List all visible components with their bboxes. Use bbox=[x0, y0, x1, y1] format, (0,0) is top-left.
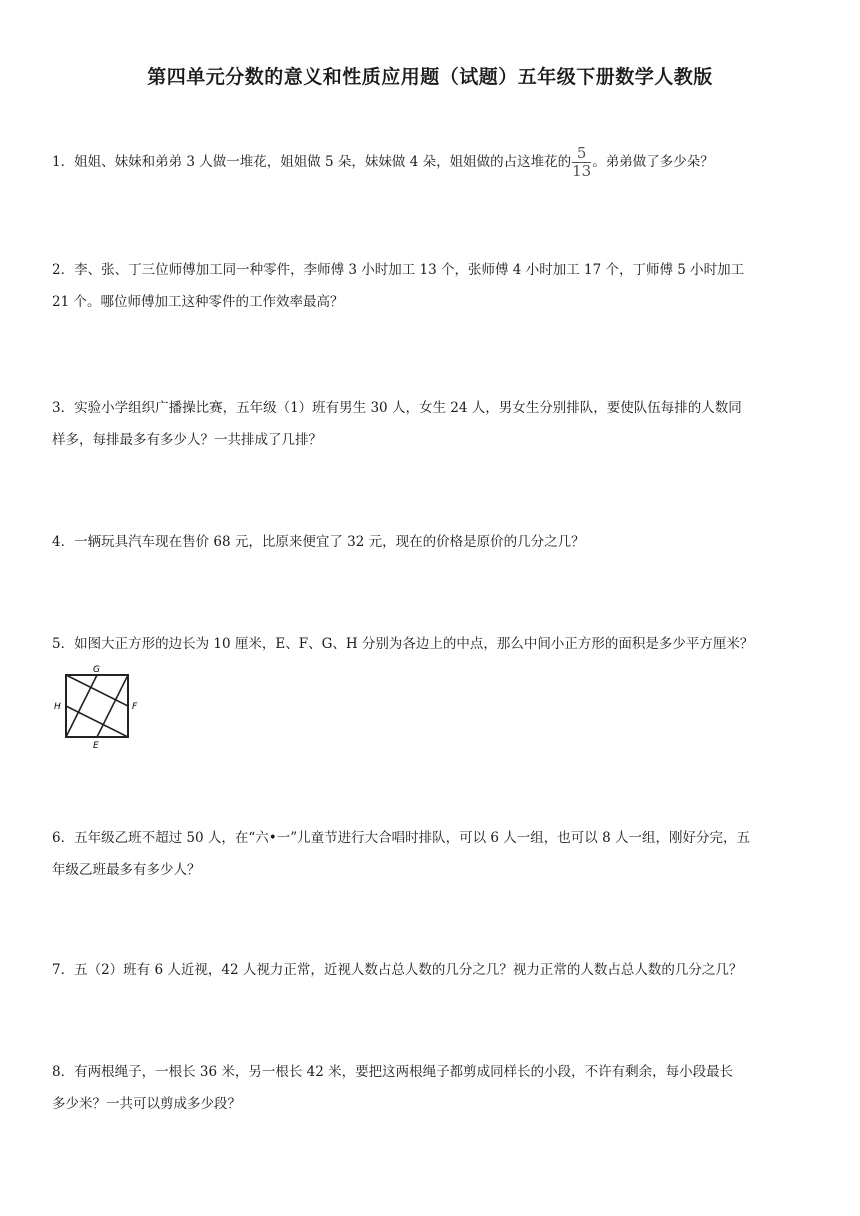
question-1 bbox=[52, 146, 812, 179]
segment-e bbox=[97, 675, 128, 737]
segment-h bbox=[66, 706, 128, 737]
segment-f bbox=[66, 675, 128, 706]
question-2-line-2: 21 个。哪位师傅加工这种零件的工作效率最高？ bbox=[52, 294, 344, 310]
question-8-line-1: 8．有两根绳子，一根长 36 米，另一根长 42 米，要把这两根绳子都剪成同样长的小段，不许有剩余，每小段最长 bbox=[52, 1064, 734, 1080]
outer-square bbox=[66, 675, 128, 737]
fraction-numerator: 5 bbox=[576, 144, 587, 162]
question-4 bbox=[52, 526, 812, 558]
question-2 bbox=[52, 254, 812, 318]
label-f: F bbox=[132, 702, 138, 712]
label-g: G bbox=[93, 665, 100, 675]
question-7 bbox=[52, 954, 812, 986]
label-h: H bbox=[54, 702, 61, 712]
question-4-line-1: 4．一辆玩具汽车现在售价 68 元，比原来便宜了 32 元，现在的价格是原价的几分之几？ bbox=[52, 534, 585, 550]
square-figure bbox=[52, 662, 142, 752]
question-1-text-after: 。弟弟做了多少朵？ bbox=[592, 154, 714, 170]
question-2-line-1: 2．李、张、丁三位师傅加工同一种零件，李师傅 3 小时加工 13 个，张师傅 4 小时加工 17 个，丁师傅 5 小时加工 bbox=[52, 262, 745, 278]
question-6 bbox=[52, 822, 812, 886]
question-8-line-2: 多少米？一共可以剪成多少段？ bbox=[52, 1096, 241, 1112]
question-5 bbox=[52, 628, 812, 660]
question-3-line-1: 3．实验小学组织广播操比赛，五年级（1）班有男生 30 人，女生 24 人，男女生分别排队，要使队伍每排的人数同 bbox=[52, 400, 742, 416]
fraction-5-13 bbox=[572, 146, 591, 179]
question-8 bbox=[52, 1056, 812, 1120]
question-7-line-1: 7．五（2）班有 6 人近视，42 人视力正常，近视人数占总人数的几分之几？视力正常的人数占总人数的几分之几？ bbox=[52, 962, 743, 978]
question-6-line-1: 6．五年级乙班不超过 50 人，在“六•一”儿童节进行大合唱时排队，可以 6 人一组，也可以 8 人一组，刚好分完，五 bbox=[52, 830, 750, 846]
question-3 bbox=[52, 392, 812, 456]
segment-g bbox=[66, 675, 97, 737]
label-e: E bbox=[93, 741, 99, 751]
page-title: 第四单元分数的意义和性质应用题（试题）五年级下册数学人教版 bbox=[147, 66, 713, 88]
question-5-line-1: 5．如图大正方形的边长为 10 厘米，E、F、G、H 分别为各边上的中点，那么中间小正方形的面积是多少平方厘米？ bbox=[52, 636, 754, 652]
question-3-line-2: 样多，每排最多有多少人？一共排成了几排？ bbox=[52, 432, 322, 448]
fraction-denominator: 13 bbox=[572, 162, 592, 180]
question-6-line-2: 年级乙班最多有多少人？ bbox=[52, 862, 201, 878]
question-1-text-before: 1．姐姐、妹妹和弟弟 3 人做一堆花，姐姐做 5 朵，妹妹做 4 朵，姐姐做的占这堆花的 bbox=[52, 154, 572, 170]
